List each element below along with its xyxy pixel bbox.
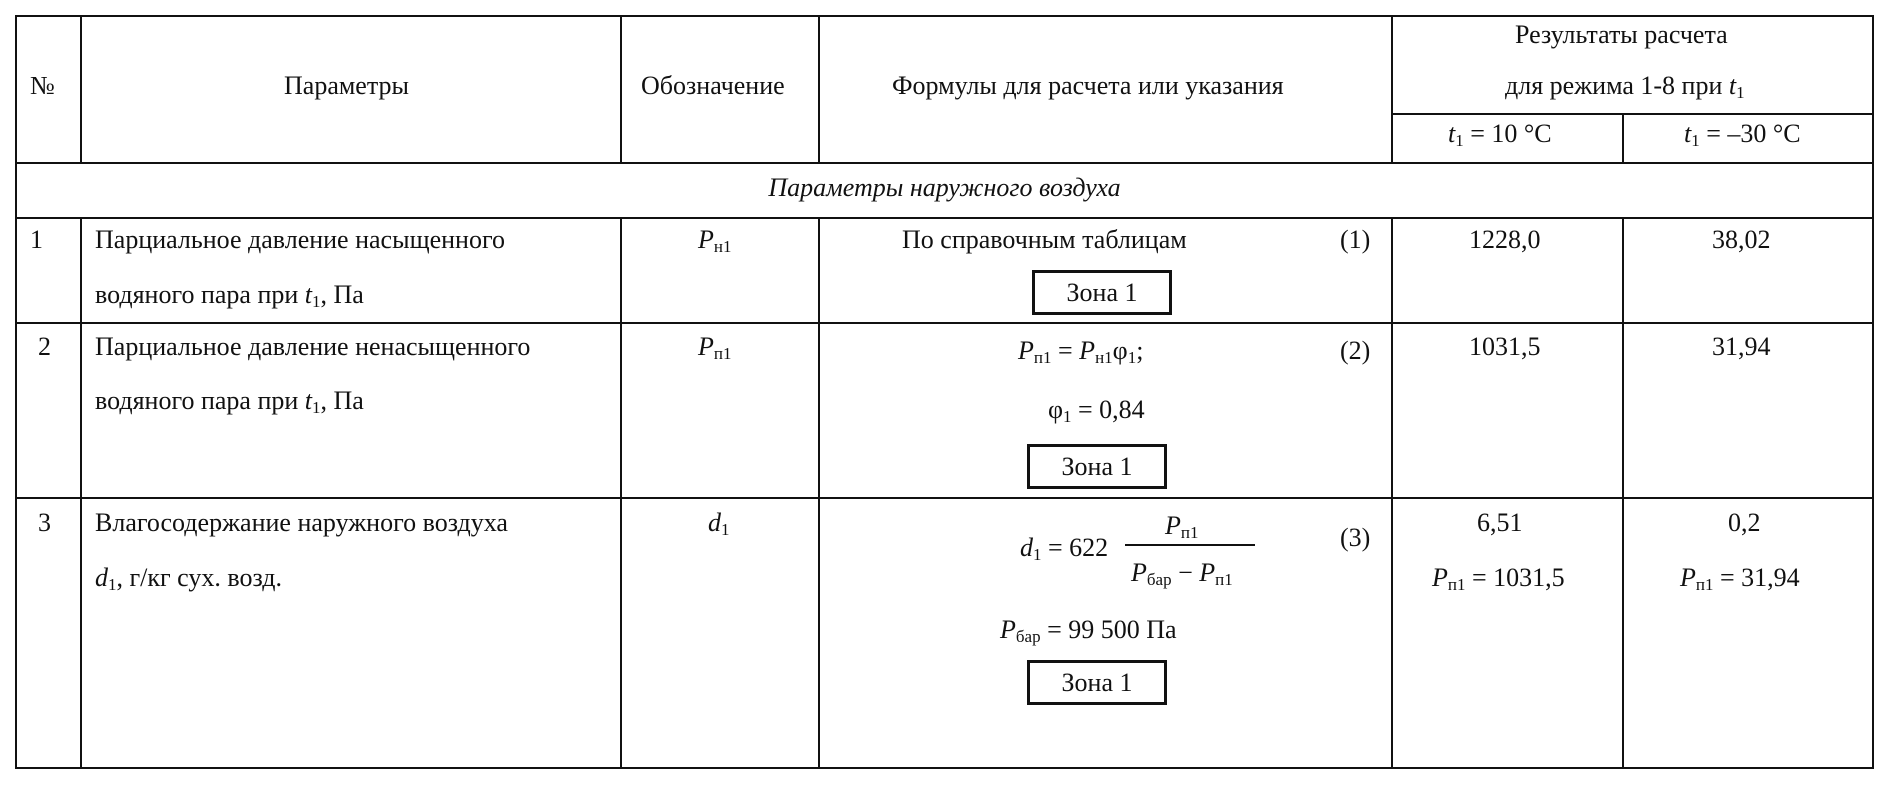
header-params: Параметры [284, 71, 409, 100]
header-results-line2: для режима 1-8 при $t_1$ [1505, 71, 1745, 102]
formula-text: По справочным таблицам [902, 225, 1187, 254]
symbol: $P_{п1}$ [698, 332, 732, 363]
header-col-t1-minus30: $t_1 = -30$ °C [1684, 119, 1801, 150]
formula-line: $P_{п1} = P_{н1}\varphi_1$; [1018, 336, 1144, 367]
rule-col3 [818, 15, 820, 162]
param-text: Влагосодержание наружного воздуха [95, 508, 508, 537]
param-text: Парциальное давление ненасыщенного [95, 332, 531, 361]
fraction-bar [1125, 544, 1255, 546]
rule-top [15, 15, 1874, 17]
rule-results-sub [1391, 113, 1874, 115]
result-value: $P_{п1} = 31,94$ [1680, 563, 1800, 594]
rule-section-bottom [15, 217, 1874, 219]
row-num: 2 [38, 332, 51, 361]
rule-col2b [620, 217, 622, 769]
param-text: водяного пара при $t_1$, Па [95, 280, 364, 311]
header-num: № [30, 71, 55, 100]
rule-col5 [1622, 113, 1624, 162]
fraction-numerator: $P_{п1}$ [1165, 511, 1199, 542]
rule-col1b [80, 217, 82, 769]
rule-bottom [15, 767, 1874, 769]
zone-box [1032, 270, 1172, 315]
rule-right [1872, 15, 1874, 769]
rule-header-bottom [15, 162, 1874, 164]
section-title: Параметры наружного воздуха [768, 173, 1121, 202]
zone-box [1027, 444, 1167, 489]
zone-label: Зона 1 [1061, 667, 1133, 697]
formula-lhs: $d_1 = 622$ [1020, 533, 1109, 564]
header-designation: Обозначение [641, 71, 785, 100]
header-results-line1: Результаты расчета [1515, 20, 1728, 49]
rule-col4b [1391, 217, 1393, 769]
rule-row2-bottom [15, 497, 1874, 499]
row-num: 1 [30, 225, 43, 254]
rule-col2 [620, 15, 622, 162]
result-value: $P_{п1} = 1031,5$ [1432, 563, 1565, 594]
param-text: $d_1$, г/кг сух. возд. [95, 563, 283, 594]
header-formulas: Формулы для расчета или указания [892, 71, 1284, 100]
equation-number: (1) [1340, 225, 1371, 254]
formula-line: $P_{бар} = 99$ 500 Па [1000, 615, 1177, 646]
result-value: 38,02 [1712, 225, 1771, 254]
header-col-t1-10: $t_1 = 10$ °C [1448, 119, 1552, 150]
param-text: Парциальное давление насыщенного [95, 225, 505, 254]
equation-number: (3) [1340, 523, 1371, 552]
rule-col3b [818, 217, 820, 769]
symbol: $d_1$ [708, 508, 730, 539]
result-value: 6,51 [1477, 508, 1523, 537]
result-value: 1031,5 [1469, 332, 1541, 361]
formula-line: $\varphi_1 = 0,84$ [1048, 395, 1145, 426]
param-text: водяного пара при $t_1$, Па [95, 386, 364, 417]
rule-col5b [1622, 217, 1624, 769]
rule-row1-bottom [15, 322, 1874, 324]
symbol: $P_{н1}$ [698, 225, 732, 256]
zone-label: Зона 1 [1061, 451, 1133, 481]
result-value: 1228,0 [1469, 225, 1541, 254]
result-value: 0,2 [1728, 508, 1761, 537]
rule-col4 [1391, 15, 1393, 162]
zone-box [1027, 660, 1167, 705]
result-value: 31,94 [1712, 332, 1771, 361]
equation-number: (2) [1340, 336, 1371, 365]
rule-left [15, 15, 17, 769]
row-num: 3 [38, 508, 51, 537]
rule-col1 [80, 15, 82, 162]
fraction-denominator: $P_{бар} - P_{п1}$ [1131, 558, 1233, 589]
zone-label: Зона 1 [1066, 277, 1138, 307]
